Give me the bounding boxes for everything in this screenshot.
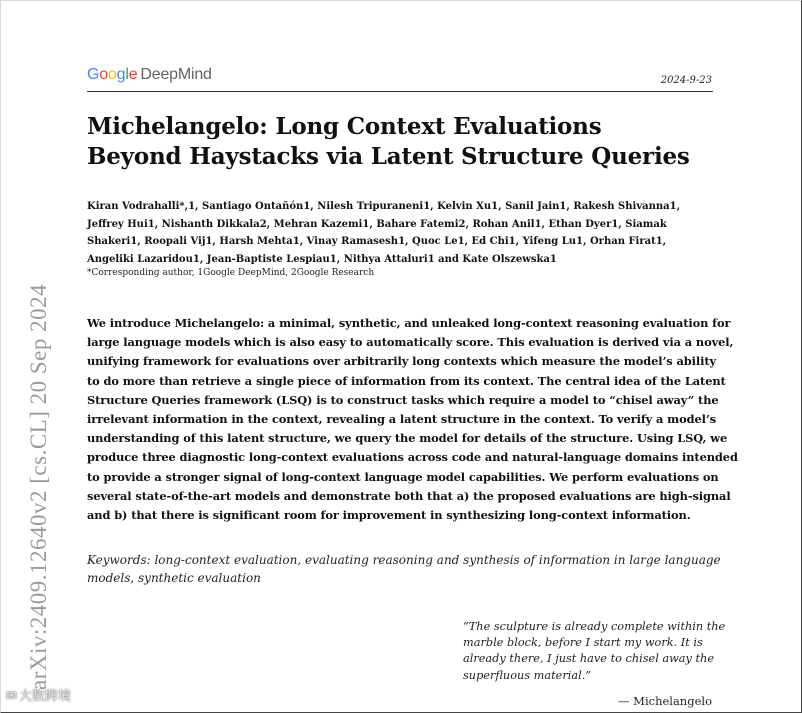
author-line: Kiran Vodrahalli*,1, Santiago Ontañón1, Nilesh Tripuraneni1, Kelvin Xu1, Sanil Jain1, Rakesh Shivanna1, — [87, 201, 681, 212]
abstract-line: unifying framework for evaluations over arbitrarily long contexts which measure the model’s ability — [87, 354, 716, 369]
quote-line: “The sculpture is already complete within the — [463, 620, 726, 633]
abstract-line: and b) that there is significant room for improvement in synthesizing long-context information. — [87, 508, 691, 523]
abstract-line: produce three diagnostic long-context evaluations across code and natural-language domains intended — [87, 450, 738, 465]
author-line: Jeffrey Hui1, Nishanth Dikkala2, Mehran Kazemi1, Bahare Fatemi2, Rohan Anil1, Ethan Dyer1, Siamak — [87, 218, 667, 230]
watermark-text: 大数跨境 — [18, 689, 71, 704]
author-line: Angeliki Lazaridou1, Jean-Baptiste Lespiau1, Nithya Attaluri1 and Kate Olszewska1 — [87, 253, 557, 265]
abstract-line: Structure Queries framework (LSQ) is to construct tasks which require a model to “chisel away” the — [87, 392, 719, 407]
abstract-line: to provide a stronger signal of long-context language model capabilities. We perform evaluations on — [87, 469, 719, 484]
abstract-line: understanding of this latent structure, we query the model for details of the structure. Using LSQ, we — [87, 431, 728, 446]
keywords-line: Keywords: long-context evaluation, evaluating reasoning and synthesis of information in large language — [87, 553, 721, 567]
author-list — [87, 198, 727, 268]
abstract-line: large language models which is also easy to automatically score. This evaluation is derived via a novel, — [87, 335, 734, 350]
keywords — [87, 551, 727, 587]
abstract-line: irrelevant information in the context, revealing a latent structure in the context. To verify a model’s — [87, 412, 717, 427]
quote-line: superfluous material.” — [463, 668, 592, 682]
author-line: Shakeri1, Roopali Vij1, Harsh Mehta1, Vinay Ramasesh1, Quoc Le1, Ed Chi1, Yifeng Lu1, Orhan Firat1, — [87, 236, 667, 247]
title-line: Michelangelo: Long Context Evaluations — [87, 113, 602, 140]
arxiv-identifier-stamp: arXiv:2409.12640v2 [cs.CL] 20 Sep 2024 — [26, 283, 51, 690]
quote-attribution: — Michelangelo — [618, 694, 712, 708]
publication-date: 2024-9-23 — [660, 75, 712, 86]
watermark-icon: ✉ — [6, 689, 17, 704]
header-divider — [87, 91, 713, 92]
title-line: Beyond Haystacks via Latent Structure Queries — [87, 143, 690, 170]
affiliations: *Corresponding author, 1Google DeepMind, 2Google Research — [87, 268, 375, 278]
abstract-line: to do more than retrieve a single piece of information from its context. The central idea of the Latent — [87, 373, 726, 388]
google-deepmind-logo: Google DeepMind — [87, 66, 212, 83]
abstract-line: We introduce Michelangelo: a minimal, synthetic, and unleaked long-context reasoning evaluation for — [87, 316, 731, 330]
watermark — [6, 685, 71, 704]
abstract — [87, 314, 738, 525]
quote-line: marble block, before I start my work. It is — [463, 636, 703, 650]
quote-line: already there, I just have to chisel away the — [463, 652, 715, 666]
epigraph-quote — [463, 619, 726, 684]
paper-title — [87, 112, 727, 172]
abstract-line: several state-of-the-art models and demonstrate both that a) the proposed evaluations are high-signal — [87, 488, 731, 503]
keywords-line: models, synthetic evaluation — [87, 571, 261, 585]
